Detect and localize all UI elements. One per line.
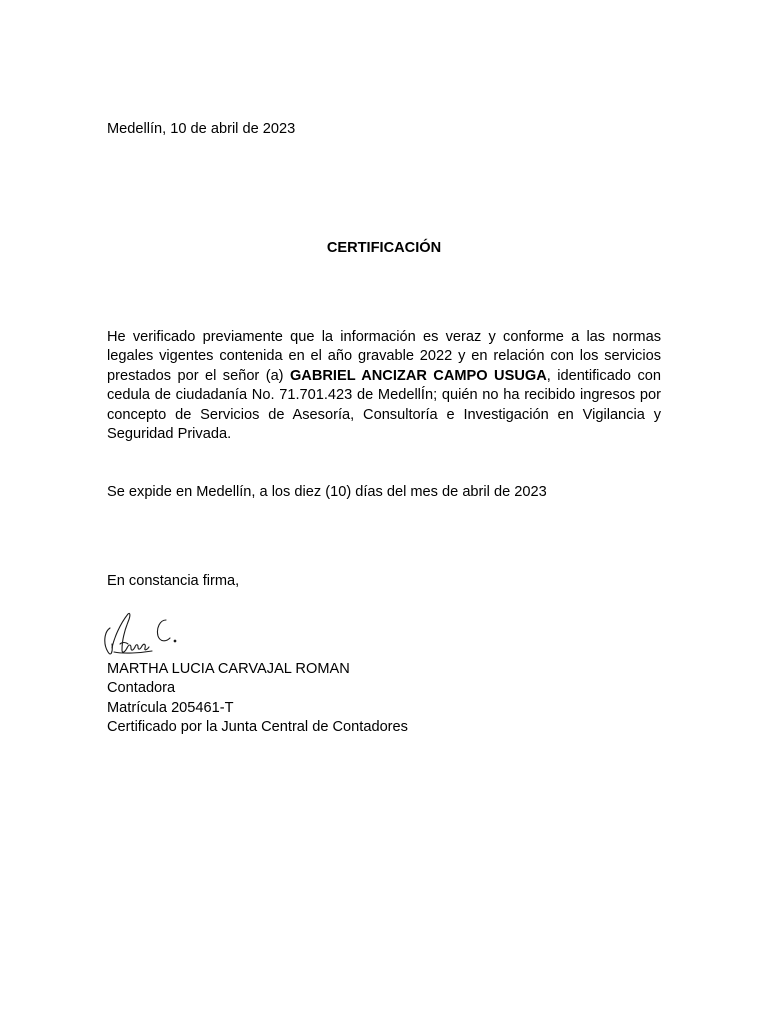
date-line: Medellín, 10 de abril de 2023: [107, 121, 296, 137]
signer-name: MARTHA LUCIA CARVAJAL ROMAN: [107, 661, 350, 677]
signer-registration: Matrícula 205461-T: [107, 699, 234, 716]
paragraph-text-end: , identificado con cedula de ciudadanía No. 71.701.423 de MedellÍn; quién no ha recibido ingresos por concepto de Servicios de Asesoría, Consultoría e Investigación en Vigilancia y Seguridad Privada.: [107, 367, 661, 443]
handwritten-signature: [100, 608, 196, 664]
paragraph-text-start: He verificado previamente que la información es veraz y conforme a las normas legales vigentes contenida en el año gravable 2022 y en relación con los servicios prestados por el señor (a): [107, 329, 661, 384]
closing-line: En constancia firma,: [107, 573, 240, 589]
signer-block: [107, 660, 408, 738]
signer-certification: Certificado por la Junta Central de Contadores: [107, 719, 408, 736]
document-title: CERTIFICACIÓN: [326, 240, 442, 256]
beneficiary-name: GABRIEL ANCIZAR CAMPO USUGA: [289, 367, 547, 384]
issued-line: Se expide en Medellín, a los diez (10) días del mes de abril de 2023: [107, 484, 547, 500]
certification-paragraph: [107, 328, 661, 444]
signer-role: Contadora: [107, 680, 176, 697]
